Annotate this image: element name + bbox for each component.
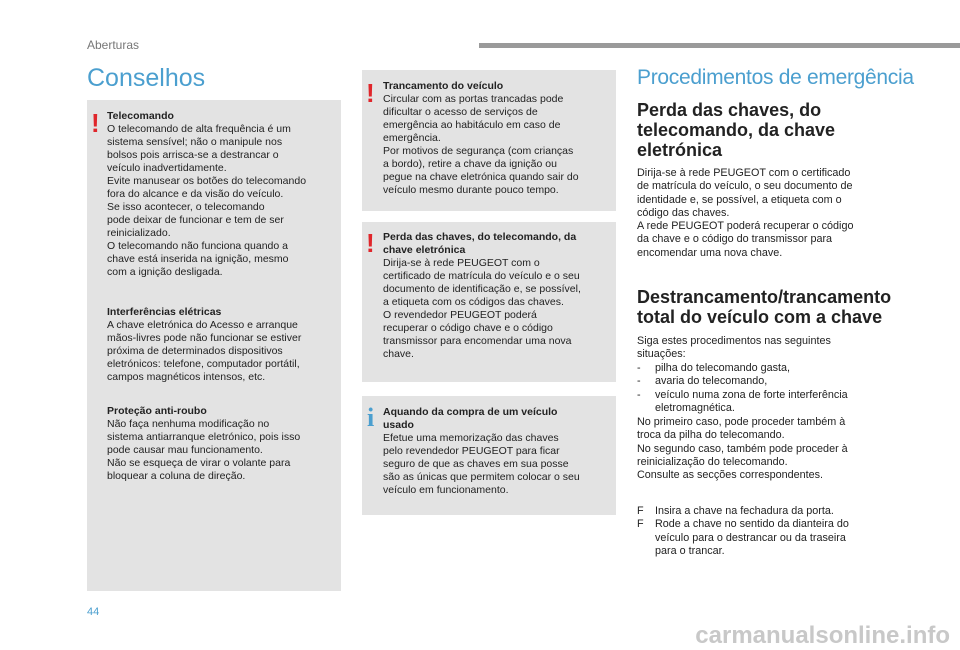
tip-body: O telecomando de alta frequência é um sistema sensível; não o manipule nos bolsos pois arrisca-se a destrancar o veículo inadvertidamente. Evite manusear os botões do telecomando fora do alcance e da visão do veículo. Se isso acontecer, o telecomando pode deixar de funcionar e tem de ser reinicializado. O telecomando não funciona quando a chave está inserida na ignição, mesmo com a ignição desligada. xyxy=(107,123,307,278)
dash-marker: - xyxy=(637,375,641,388)
dash-marker: - xyxy=(637,388,641,401)
header-bar xyxy=(479,43,960,48)
tip-antitheft xyxy=(107,405,339,483)
tip-body: A chave eletrónica do Acesso e arranque mãos-livres pode não funcionar se estiver próxima de determinados dispositivos eletrónicos: telefone, computador portátil, campos magnéticos intensos, etc. xyxy=(107,319,302,383)
warning-icon: ! xyxy=(91,108,100,138)
tip-lost-keys xyxy=(383,231,615,361)
tip-body: Efetue uma memorização das chaves pelo revendedor PEUGEOT para ficar seguro de que as chaves em sua posse são as únicas que permitem colocar o seu veículo em funcionamento. xyxy=(383,432,580,496)
step-marker: F xyxy=(637,505,644,517)
tip-body: Dirija-se à rede PEUGEOT com o certificado de matrícula do veículo e o seu documento de identificação e, se possível, a etiqueta com os códigos das chaves. O revendedor PEUGEOT poderá recuperar o código chave e o código transmissor para encomendar uma nova chave. xyxy=(383,257,581,360)
tip-used-vehicle xyxy=(383,406,615,497)
section-title-key-lock: Destrancamento/trancamento total do veículo com a chave xyxy=(637,287,892,327)
tip-title: Proteção anti-roubo xyxy=(107,405,207,417)
tip-remote xyxy=(107,110,339,279)
list-item: - avaria do telecomando, xyxy=(637,375,768,388)
list-item: - veículo numa zona de forte interferência eletromagnética. xyxy=(637,388,848,414)
step-marker: F xyxy=(637,518,644,531)
watermark: carmanualsonline.info xyxy=(695,622,950,649)
tip-interference xyxy=(107,306,339,384)
warning-icon: ! xyxy=(366,228,375,258)
list-item: - pilha do telecomando gasta, xyxy=(637,362,791,374)
situations-list xyxy=(637,362,887,415)
emergency-heading: Procedimentos de emergência xyxy=(637,66,914,89)
section-header: Aberturas xyxy=(87,38,140,52)
list-item: F Rode a chave no sentido da dianteira do veículo para o destrancar ou da traseira para o trancar. xyxy=(637,518,849,557)
list-item: F Insira a chave na fechadura da porta. xyxy=(637,505,834,517)
tip-title: Perda das chaves, do telecomando, da chave eletrónica xyxy=(383,231,577,256)
tip-body: Circular com as portas trancadas pode dificultar o acesso de serviços de emergência ao habitáculo em caso de emergência. Por motivos de segurança (com crianças a bordo), retire a chave da ignição ou pegue na chave eletrónica quando sair do veículo mesmo durante pouco tempo. xyxy=(383,93,579,196)
warning-icon: ! xyxy=(366,78,375,108)
info-icon: i xyxy=(367,403,375,432)
section-body-lost-keys: Dirija-se à rede PEUGEOT com o certificado de matrícula do veículo, o seu documento de identidade e, se possível, a etiqueta com o código das chaves. A rede PEUGEOT poderá recuperar o código da chave e o código do transmissor para encomendar uma nova chave. xyxy=(637,167,854,259)
tip-title: Aquando da compra de um veículo usado xyxy=(383,406,558,431)
section-title-lost-keys: Perda das chaves, do telecomando, da chave eletrónica xyxy=(637,100,836,160)
steps-list xyxy=(637,505,887,558)
section-outro: No primeiro caso, pode proceder também à troca da pilha do telecomando. No segundo caso, também pode proceder à reinicialização do telecomando. Consulte as secções correspondentes. xyxy=(637,416,848,482)
tip-locking xyxy=(383,80,615,197)
tip-title: Telecomando xyxy=(107,110,174,122)
tip-body: Não faça nenhuma modificação no sistema antiarranque eletrónico, pois isso pode causar mau funcionamento. Não se esqueça de virar o volante para bloquear a coluna de direção. xyxy=(107,418,301,482)
dash-marker: - xyxy=(637,362,641,374)
advice-heading: Conselhos xyxy=(87,64,206,92)
tip-title: Trancamento do veículo xyxy=(383,80,504,92)
section-intro: Siga estes procedimentos nas seguintes situações: xyxy=(637,335,831,361)
page-number: 44 xyxy=(87,606,100,618)
tip-title: Interferências elétricas xyxy=(107,306,222,318)
